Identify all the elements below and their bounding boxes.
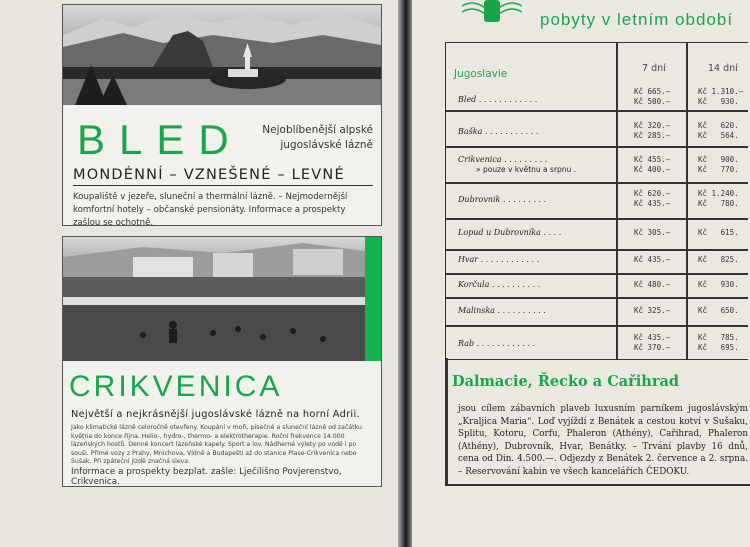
column-divider [616, 43, 618, 359]
book-gutter [398, 0, 412, 547]
section-bottom-rule [445, 484, 750, 486]
row-divider [446, 218, 748, 220]
crikvenica-advertisement [62, 236, 382, 487]
green-accent-bar [365, 237, 381, 361]
section-rule [445, 358, 448, 486]
crikvenica-contact: Informace a prospekty bezplat. zašle: Lječilišno Povjerenstvo, Crikvenica. [71, 467, 342, 487]
price-table: Jugoslavie 7 dní 14 dní Bled . . . . . . . . . . . . Kč 665.— Kč 500.— Kč 1.310.— Kč 930. Baška . . . . . . . . . . . Kč 320.— Kč 285.— Kč 620. Kč 564. Crikvenica . . . . . . . . . » pouze v květnu a srpnu . Kč 455.— Kč 400.— Kč 900. Kč 770. Dubrovnik . . . . . . . . . Kč 620.— Kč 435.— Kč 1.240. Kč 780. Lopud u Dubrovníka . . . . Kč 305.— Kč 615. Hvar . . . . . . . . . . . . Kč 435.— Kč 825. Korčula . . . . . . . . . . Kč 480.— Kč 930. Malinska . . . . . . . . . . Kč 325.— Kč 650. Rab . . . . . . . . . . . . Kč 435.— Kč 370.— Kč 785. Kč 695. [445, 42, 748, 360]
row-divider [446, 182, 748, 184]
row-divider [446, 297, 748, 299]
column-divider [686, 43, 688, 359]
bled-subtitle: Nejoblíbenější alpské jugoslávské lázně [262, 124, 373, 151]
table-country-label: Jugoslavie [454, 68, 508, 80]
column-header-14-days: 14 dní [708, 63, 738, 74]
dalmatia-title: Dalmacie, Řecko a Cařihrad [452, 373, 679, 390]
row-divider [446, 110, 748, 112]
crikvenica-details: Jako klimatické lázně celoročně otevřeny. Koupání v moři, písečné a sluneční lázně od začátku května do konce října. Helio-, hydro-, thermo- a elektrotherapie. Roční frekvence 14.000 lázeňských hostů. Denně koncert lázeňské kapely. Sport a lov. Nádherné výlety po vodě i po souši. Přímé vozy z Prahy, Mnichova, Vídně a Budapešti až do stanice Plase-Crikvenica nebo Sušak. Při zpáteční jízdě značná sleva. [71, 424, 362, 466]
bled-lake-photo [63, 5, 381, 105]
crikvenica-headline: Největší a nejkrásnější jugoslávské lázně na horní Adrii. [71, 409, 360, 420]
bled-title: BLED [77, 116, 243, 163]
column-header-7-days: 7 dní [642, 63, 666, 74]
bled-advertisement [62, 4, 382, 226]
bled-tagline: MONDÉNNÍ – VZNEŠENÉ – LEVNÉ [73, 167, 373, 186]
row-divider [446, 146, 748, 148]
green-stamp-icon [460, 0, 522, 24]
row-divider [446, 249, 748, 251]
bled-description: Koupaliště v jezeře, sluneční a thermální lázně. – Nejmodernější komfortní hotely – občanské pensionáty. Informace a prospekty zašlou se ochotně. [73, 192, 348, 228]
row-divider [446, 273, 748, 275]
page-header: pobyty v letním období [540, 10, 734, 29]
dalmatia-text: jsou cílem zábavních plaveb luxusním parníkem jugoslávským „Kraljica Maria“. Loď vyjíždí z Benátek a cestou kotví v Sušaku, Splitu, Kotoru, Corfu, Phaleron (Athény), Cařihrad, Phaleron (Athény), Dubrovník, Hvar, Benátky. – Trvání plavby 16 dnů, cena od Din. 4.500.—. Odjezdy z Benátek 2. července a 2. srpna. – Reservování kabin ve všech kancelářích ČEDOKU. [458, 404, 748, 477]
row-divider [446, 325, 748, 327]
crikvenica-title: CRIKVENICA [69, 370, 283, 403]
crikvenica-beach-photo [63, 237, 365, 361]
